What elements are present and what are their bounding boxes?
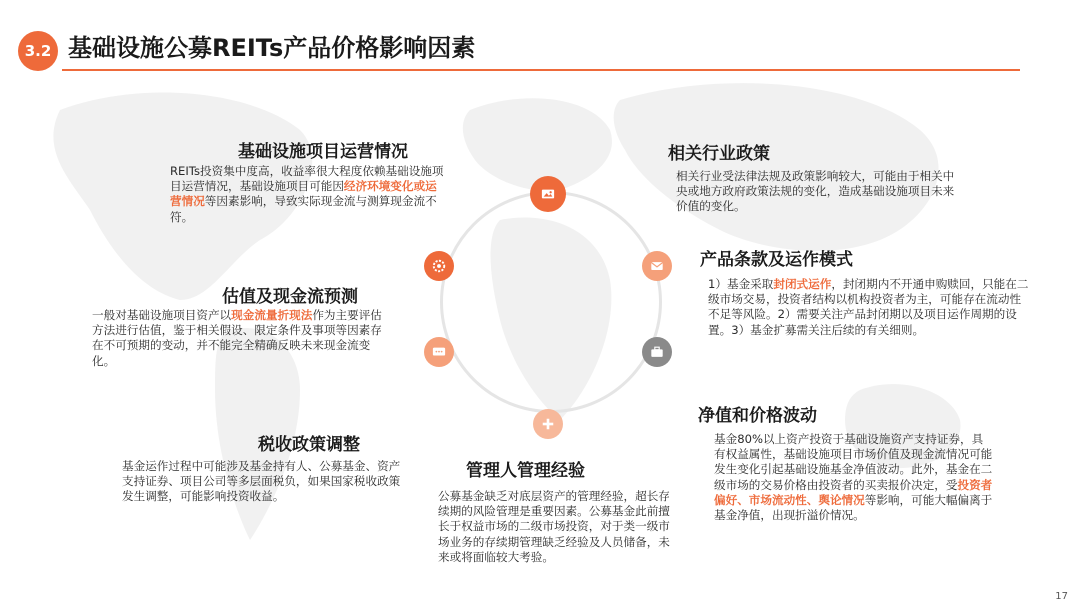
gear-icon [424,251,454,281]
manager-text-1: 公募基金缺乏对底层资产的管理经验，超长存续期的风险管理是重要因素。公募基金此前擅长于权益市场的二级市场投资，对于类一级市场业务的存续期管理缺乏经验及人员储备，未来或将面临较大考验。 [438,489,670,564]
policy-text-1: 相关行业受法律法规及政策影响较大，可能由于相关中央或地方政府政策法规的变化，造成基础设施项目未来价值的变化。 [676,169,955,214]
nav-text-1: 基金80%以上资产投资于基础设施资产支持证券，具有权益属性，基础设施项目市场价值及现金流情况可能发生变化引起基础设施基金净值波动。此外，基金在二级市场的交易价格由投资者的买卖报价决定，受 [714,432,993,492]
page-title: 基础设施公募REITs产品价格影响因素 [68,34,476,62]
terms-title: 产品条款及运作模式 [700,250,853,270]
terms-highlight: 封闭式运作 [773,277,832,291]
plus-icon [533,409,563,439]
center-ring [440,191,662,413]
nav-title: 净值和价格波动 [698,406,817,426]
section-number-badge: 3.2 [18,31,58,71]
operations-text-2: 等因素影响，导致实际现金流与测算现金流不符。 [170,194,437,224]
manager-text [438,489,672,565]
nav-highlight: 投资者偏好、市场流动性、舆论情况 [714,477,993,507]
operations-highlight: 经济环境变化或运营情况 [170,179,437,209]
policy-title: 相关行业政策 [668,144,770,164]
nav-text [714,432,994,523]
operations-text [170,164,444,225]
nav-text-2: 等影响，可能大幅偏离于基金净值，出现折溢价情况。 [714,492,993,523]
title-underline [62,69,1020,71]
briefcase-icon [642,337,672,367]
operations-title: 基础设施项目运营情况 [238,142,408,162]
manager-title: 管理人管理经验 [466,461,585,481]
tax-text-1: 基金运作过程中可能涉及基金持有人、公募基金、资产支持证券、项目公司等多层面税负，如果国家税收政策发生调整，可能影响投资收益。 [122,459,401,504]
terms-text [708,277,1030,338]
chat-icon [424,337,454,367]
valuation-title: 估值及现金流预测 [222,287,358,307]
valuation-text-1: 一般对基础设施项目资产以 [92,308,232,322]
valuation-highlight: 现金流量折现法 [231,308,313,322]
terms-text-1: 1）基金采取 [708,277,774,291]
tax-text [122,459,404,505]
mail-icon [642,251,672,281]
valuation-text-2: 作为主要评估方法进行估值，鉴于相关假设、限定条件及事项等因素存在不可预期的变动，并不能完全精确反映未来现金流变化。 [92,308,382,368]
terms-text-2: ，封闭期内不开通申购赎回，只能在二级市场交易，投资者结构以机构投资者为主，可能存在流动性不足等风险。2）需要关注产品封闭期以及项目运作周期的设置。3）基金扩募需关注后续的有关细则。 [708,277,1029,337]
page-number: 17 [1055,591,1068,602]
tax-title: 税收政策调整 [258,435,360,455]
image-icon [530,176,566,212]
policy-text [676,169,956,215]
valuation-text [92,308,392,369]
operations-text-1: REITs投资集中度高，收益率很大程度依赖基础设施项目运营情况，基础设施项目可能因 [170,164,444,194]
